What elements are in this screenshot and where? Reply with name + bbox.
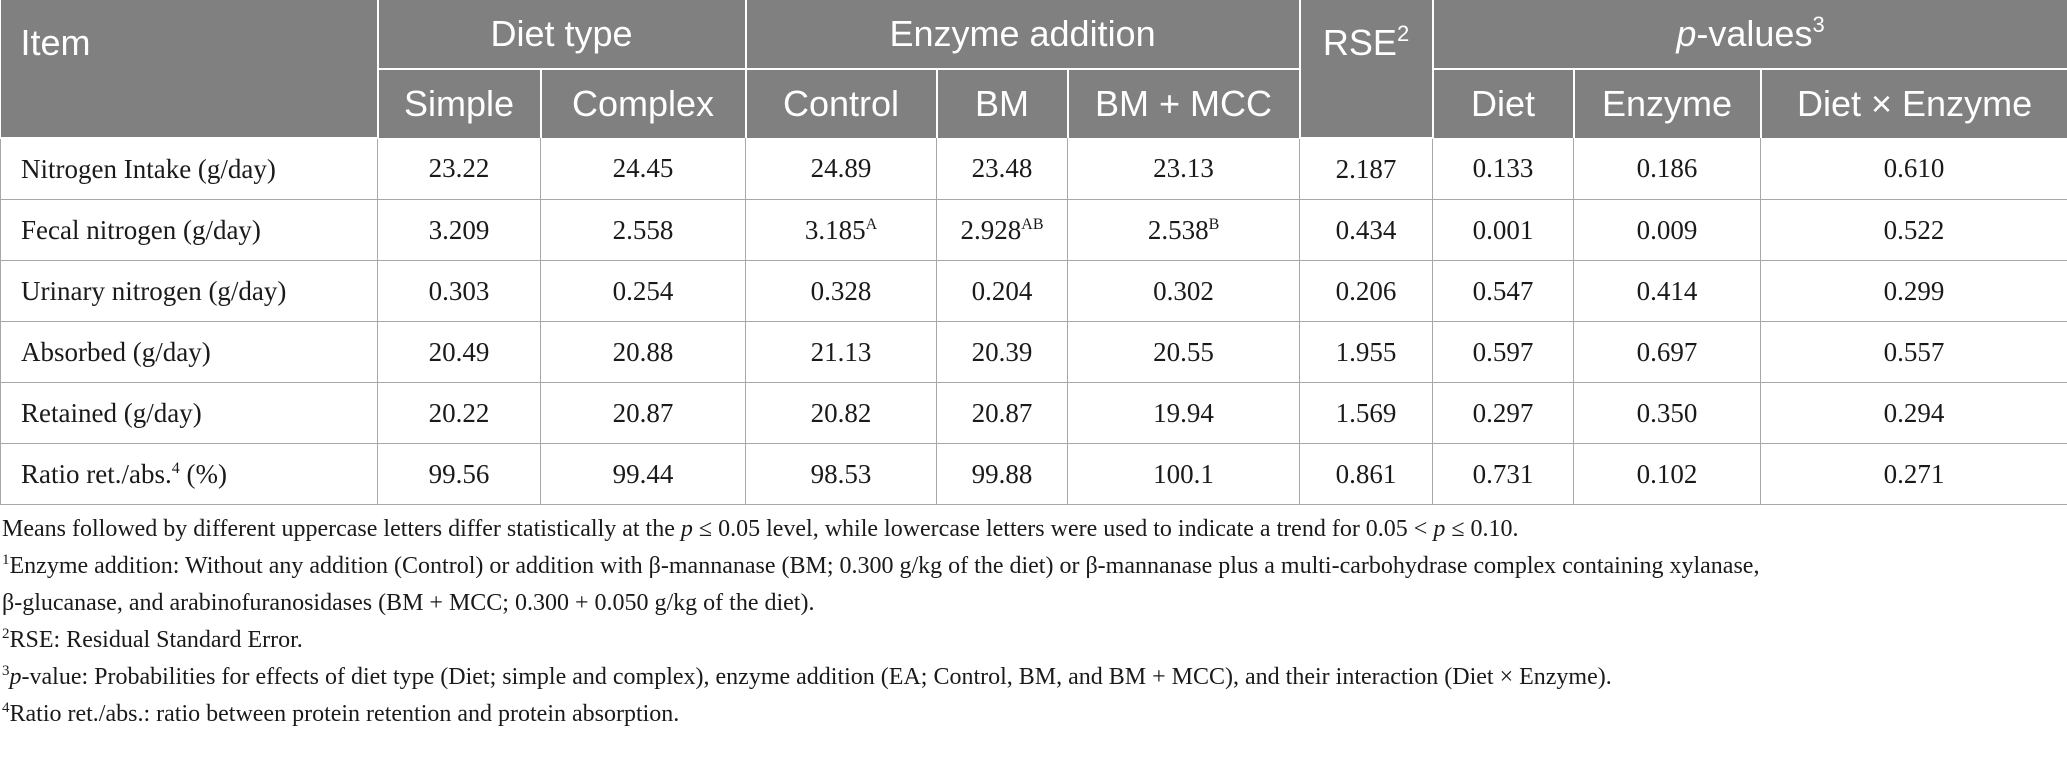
row-label-text: Urinary nitrogen (g/day) — [21, 275, 287, 306]
cell-bm-mcc: 20.55 — [1068, 322, 1300, 383]
header-rse — [1300, 0, 1433, 138]
cell-bm-mcc: 23.13 — [1068, 138, 1300, 200]
cell-p-interaction: 0.271 — [1761, 444, 2067, 505]
cell-p-enzyme: 0.697 — [1574, 322, 1761, 383]
cell-complex: 24.45 — [541, 138, 746, 200]
cell-p-interaction: 0.522 — [1761, 200, 2067, 261]
footnote-text: β-glucanase, and arabinofuranosidases (BM + MCC; 0.300 + 0.050 g/kg of the diet). — [2, 590, 815, 616]
table-body — [1, 138, 2067, 505]
header-diet-x-enzyme: Diet × Enzyme — [1761, 69, 2067, 138]
cell-p-diet: 0.547 — [1433, 261, 1574, 322]
cell-value: 2.928 — [960, 214, 1022, 245]
cell-control: 20.82 — [746, 383, 937, 444]
table-row — [1, 261, 2067, 322]
cell-bm-mcc: 19.94 — [1068, 383, 1300, 444]
cell-bm-mcc: 100.1 — [1068, 444, 1300, 505]
footnote-means — [2, 511, 2067, 548]
table-row — [1, 444, 2067, 505]
row-label-text: Retained (g/day) — [21, 397, 202, 428]
footnote-marker: 1 — [2, 552, 10, 568]
cell-bm: 23.48 — [937, 138, 1068, 200]
header-enzyme-addition: Enzyme addition — [746, 0, 1300, 69]
footnote-text: RSE: Residual Standard Error. — [9, 627, 303, 653]
cell-p-interaction: 0.294 — [1761, 383, 2067, 444]
cell-p-enzyme: 0.102 — [1574, 444, 1761, 505]
cell-complex: 20.87 — [541, 383, 746, 444]
header-p-values-label: -values — [1696, 13, 1813, 54]
cell-rse: 1.569 — [1300, 383, 1433, 444]
cell-p-enzyme: 0.009 — [1574, 200, 1761, 261]
cell-p-enzyme: 0.186 — [1574, 138, 1761, 200]
header-bm: BM — [937, 69, 1068, 138]
cell-value: 2.538 — [1147, 214, 1209, 245]
row-label — [1, 138, 378, 200]
cell-complex: 20.88 — [541, 322, 746, 383]
cell-rse: 2.187 — [1300, 138, 1433, 200]
cell-rse: 0.206 — [1300, 261, 1433, 322]
footnote-text: -value: Probabilities for effects of diet type (Diet; simple and complex), enzyme addition (EA; Control, BM, and BM + MCC), and their interaction (Diet × Enzyme). — [21, 664, 1612, 690]
footnote-4 — [2, 696, 2067, 733]
cell-bm: 20.39 — [937, 322, 1068, 383]
row-label-unit: (%) — [179, 458, 227, 489]
cell-p-interaction: 0.610 — [1761, 138, 2067, 200]
footnote-marker: 2 — [2, 626, 10, 642]
row-label-text: Ratio ret./abs. — [21, 458, 172, 489]
cell-p-interaction: 0.299 — [1761, 261, 2067, 322]
cell-p-diet: 0.597 — [1433, 322, 1574, 383]
row-label — [1, 322, 378, 383]
header-p-values — [1433, 0, 2067, 69]
header-diet-type: Diet type — [378, 0, 746, 69]
cell-bm: 0.204 — [937, 261, 1068, 322]
cell-simple: 20.49 — [378, 322, 541, 383]
row-label-text: Nitrogen Intake (g/day) — [21, 153, 276, 184]
header-p-values-footnote: 3 — [1812, 12, 1825, 37]
table-footnotes — [0, 511, 2067, 733]
footnote-1 — [2, 548, 2067, 585]
table-row — [1, 200, 2067, 261]
row-label — [1, 261, 378, 322]
cell-control: 24.89 — [746, 138, 937, 200]
table-row — [1, 383, 2067, 444]
cell-p-interaction: 0.557 — [1761, 322, 2067, 383]
footnote-text: Means followed by different uppercase letters differ statistically at the — [2, 516, 681, 542]
header-rse-label: RSE — [1322, 22, 1397, 63]
cell-bm-mcc — [1068, 200, 1300, 261]
cell-superscript: B — [1208, 215, 1220, 233]
cell-simple: 23.22 — [378, 138, 541, 200]
cell-bm: 20.87 — [937, 383, 1068, 444]
header-control: Control — [746, 69, 937, 138]
cell-complex: 2.558 — [541, 200, 746, 261]
cell-bm — [937, 200, 1068, 261]
footnote-text: ≤ 0.05 level, while lowercase letters were used to indicate a trend for 0.05 < — [692, 516, 1434, 542]
cell-rse: 1.955 — [1300, 322, 1433, 383]
row-label — [1, 383, 378, 444]
cell-simple: 3.209 — [378, 200, 541, 261]
header-bm-mcc: BM + MCC — [1068, 69, 1300, 138]
header-simple: Simple — [378, 69, 541, 138]
cell-simple: 99.56 — [378, 444, 541, 505]
footnote-italic: p — [1433, 516, 1446, 542]
header-item: Item — [1, 0, 378, 138]
header-rse-footnote: 2 — [1396, 21, 1410, 46]
table-header — [1, 0, 2067, 138]
footnote-marker: 3 — [2, 663, 10, 679]
table-row — [1, 138, 2067, 200]
cell-rse: 0.434 — [1300, 200, 1433, 261]
footnote-italic: p — [680, 516, 693, 542]
cell-control: 21.13 — [746, 322, 937, 383]
cell-bm-mcc: 0.302 — [1068, 261, 1300, 322]
cell-p-enzyme: 0.350 — [1574, 383, 1761, 444]
cell-p-diet: 0.731 — [1433, 444, 1574, 505]
footnote-1-continued — [2, 585, 2067, 622]
footnote-3 — [2, 659, 2067, 696]
cell-value: 3.185 — [804, 214, 866, 245]
footnote-text: Ratio ret./abs.: ratio between protein retention and protein absorption. — [9, 701, 680, 727]
cell-control: 0.328 — [746, 261, 937, 322]
cell-complex: 0.254 — [541, 261, 746, 322]
cell-p-diet: 0.297 — [1433, 383, 1574, 444]
row-label-text: Fecal nitrogen (g/day) — [21, 214, 261, 245]
cell-rse: 0.861 — [1300, 444, 1433, 505]
header-enzyme: Enzyme — [1574, 69, 1761, 138]
footnote-text: Enzyme addition: Without any addition (Control) or addition with β-mannanase (BM; 0.300 g/kg of the diet) or β-mannanase plus a multi-carbohydrase complex containing xylanase, — [9, 553, 1760, 579]
row-label-text: Absorbed (g/day) — [21, 336, 211, 367]
header-diet: Diet — [1433, 69, 1574, 138]
cell-p-enzyme: 0.414 — [1574, 261, 1761, 322]
cell-control — [746, 200, 937, 261]
cell-p-diet: 0.133 — [1433, 138, 1574, 200]
header-complex: Complex — [541, 69, 746, 138]
cell-simple: 0.303 — [378, 261, 541, 322]
footnote-2 — [2, 622, 2067, 659]
cell-complex: 99.44 — [541, 444, 746, 505]
row-label — [1, 444, 378, 505]
footnote-italic: p — [9, 664, 22, 690]
cell-superscript: AB — [1021, 215, 1044, 233]
cell-control: 98.53 — [746, 444, 937, 505]
cell-simple: 20.22 — [378, 383, 541, 444]
row-label — [1, 200, 378, 261]
header-p-values-italic: p — [1676, 13, 1697, 54]
row-label-footnote: 4 — [171, 459, 180, 477]
footnote-marker: 4 — [2, 700, 10, 716]
footnote-text: ≤ 0.10. — [1445, 516, 1519, 542]
table-row — [1, 322, 2067, 383]
cell-p-diet: 0.001 — [1433, 200, 1574, 261]
cell-bm: 99.88 — [937, 444, 1068, 505]
cell-superscript: A — [865, 215, 878, 233]
